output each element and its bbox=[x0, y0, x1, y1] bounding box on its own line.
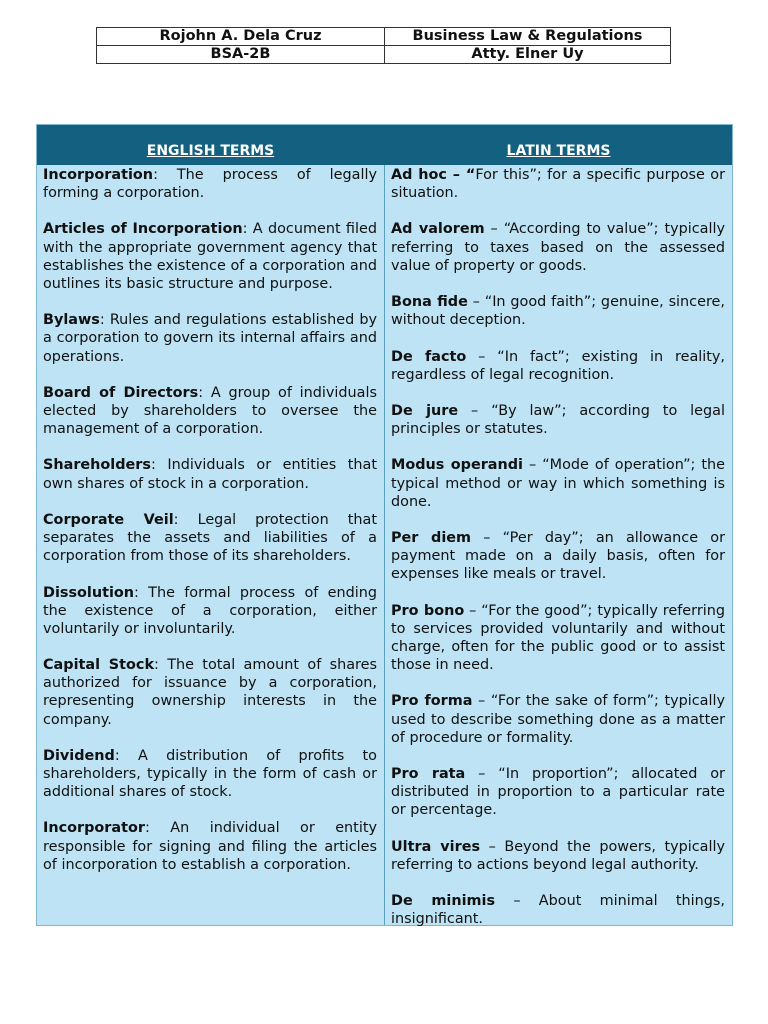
term-name: Incorporator bbox=[43, 820, 145, 837]
term-name: Ultra vires bbox=[391, 838, 481, 855]
term-separator: : bbox=[242, 221, 253, 238]
term-separator: : bbox=[154, 657, 168, 674]
latin-term-entry bbox=[391, 529, 725, 583]
term-name: Bona fide bbox=[391, 294, 468, 311]
term-name: De minimis bbox=[391, 893, 496, 910]
header-row-1 bbox=[97, 28, 671, 46]
term-name: Incorporation bbox=[43, 167, 154, 183]
latin-term-entry bbox=[391, 765, 725, 819]
term-name: Ad valorem bbox=[391, 221, 485, 238]
column-divider bbox=[384, 165, 385, 925]
term-definition: Legal protection that separates the assets and liabilities of a corporation from those of its shareholders. bbox=[43, 511, 377, 565]
term-separator: : bbox=[114, 747, 138, 764]
latin-terms-column bbox=[391, 166, 725, 947]
term-separator: – bbox=[472, 693, 491, 710]
term-separator: – bbox=[464, 602, 482, 619]
terms-table bbox=[36, 124, 733, 926]
subject-name: Business Law & Regulations bbox=[385, 28, 671, 46]
term-name: Pro rata bbox=[391, 766, 466, 783]
term-definition: “For the sake of form”; typically used to describe something done as a matter of procedure or formality. bbox=[391, 693, 725, 746]
term-definition: The formal process of ending the existence of a corporation, either voluntarily or involuntarily. bbox=[43, 584, 377, 637]
latin-term-entry bbox=[391, 348, 725, 384]
term-definition: “For the good”; typically referring to services provided voluntarily and without charge, often for the public good or to assist those in need. bbox=[391, 602, 725, 674]
english-term-entry bbox=[43, 384, 377, 438]
term-name: Corporate Veil bbox=[43, 511, 174, 528]
term-separator: – bbox=[467, 294, 485, 311]
latin-terms-header: LATIN TERMS bbox=[506, 143, 611, 159]
term-separator: – bbox=[480, 838, 505, 855]
term-separator: – bbox=[495, 893, 539, 910]
english-term-entry bbox=[43, 311, 377, 365]
english-terms-column bbox=[43, 166, 377, 892]
term-definition: “In good faith”; genuine, sincere, without deception. bbox=[391, 294, 725, 329]
latin-term-entry bbox=[391, 456, 725, 510]
term-name: Capital Stock bbox=[43, 657, 155, 674]
english-term-entry bbox=[43, 584, 377, 638]
term-name: Per diem bbox=[391, 530, 472, 547]
term-name: Pro bono bbox=[391, 602, 465, 619]
instructor-name: Atty. Elner Uy bbox=[385, 46, 671, 64]
term-name: Modus operandi bbox=[391, 457, 523, 474]
term-definition: The total amount of shares authorized for issuance by a corporation, representing ownership interests in the company. bbox=[43, 657, 377, 728]
term-definition: About minimal things, insignificant. bbox=[391, 893, 725, 928]
term-separator: – bbox=[471, 530, 503, 547]
term-separator: : bbox=[198, 384, 211, 401]
latin-term-entry bbox=[391, 220, 725, 274]
english-terms-header: ENGLISH TERMS bbox=[146, 143, 275, 159]
term-definition: Individuals or entities that own shares of stock in a corporation. bbox=[43, 457, 377, 492]
term-separator: : bbox=[173, 511, 198, 528]
english-term-entry bbox=[43, 456, 377, 492]
term-name: Dividend bbox=[43, 747, 115, 764]
term-definition: For this”; for a specific purpose or situation. bbox=[391, 167, 725, 202]
term-definition: “By law”; according to legal principles or statutes. bbox=[391, 402, 725, 438]
term-name: Dissolution bbox=[43, 584, 135, 601]
english-term-entry bbox=[43, 166, 377, 202]
term-name: Pro forma bbox=[391, 693, 473, 710]
latin-term-entry bbox=[391, 892, 725, 928]
term-name: De facto bbox=[391, 348, 467, 365]
term-definition: An individual or entity responsible for signing and filing the articles of incorporation to establish a corporation. bbox=[43, 820, 377, 873]
latin-term-entry bbox=[391, 602, 725, 675]
section-name: BSA-2B bbox=[97, 46, 385, 64]
header-table bbox=[96, 27, 671, 64]
term-definition: A distribution of profits to shareholders, typically in the form of cash or additional shares of stock. bbox=[43, 747, 377, 801]
term-separator: : bbox=[134, 584, 149, 601]
english-term-entry bbox=[43, 656, 377, 729]
term-separator: : bbox=[150, 457, 168, 474]
term-separator: : bbox=[99, 312, 110, 329]
latin-term-entry bbox=[391, 402, 725, 438]
term-separator: – bbox=[484, 221, 504, 238]
term-separator: – bbox=[523, 457, 543, 474]
term-name: Bylaws bbox=[43, 312, 100, 329]
english-term-entry bbox=[43, 511, 377, 565]
latin-term-entry bbox=[391, 293, 725, 329]
term-definition: Rules and regulations established by a corporation to govern its internal affairs and operations. bbox=[43, 312, 377, 365]
term-definition: A group of individuals elected by shareholders to oversee the management of a corporation. bbox=[43, 384, 377, 438]
english-term-entry bbox=[43, 747, 377, 801]
term-definition: “In fact”; existing in reality, regardless of legal recognition. bbox=[391, 348, 725, 383]
term-name: Ad hoc – “ bbox=[391, 167, 476, 183]
student-name: Rojohn A. Dela Cruz bbox=[97, 28, 385, 46]
latin-term-entry bbox=[391, 838, 725, 874]
term-definition: “Per day”; an allowance or payment made on a daily basis, often for expenses like meals or travel. bbox=[391, 530, 725, 583]
latin-term-entry bbox=[391, 166, 725, 202]
term-definition: “In proportion”; allocated or distributed in proportion to a particular rate or percentage. bbox=[391, 766, 725, 819]
english-term-entry bbox=[43, 220, 377, 293]
latin-term-entry bbox=[391, 692, 725, 746]
term-separator: – bbox=[465, 766, 499, 783]
term-name: Articles of Incorporation bbox=[43, 221, 243, 238]
term-separator: : bbox=[153, 167, 177, 183]
english-term-entry bbox=[43, 819, 377, 873]
header-row-2 bbox=[97, 46, 671, 64]
term-definition: Beyond the powers, typically referring to actions beyond legal authority. bbox=[391, 838, 725, 873]
term-name: Shareholders bbox=[43, 457, 151, 474]
term-definition: “According to value”; typically referring to taxes based on the assessed value of property or goods. bbox=[391, 221, 725, 274]
term-name: Board of Directors bbox=[43, 384, 199, 401]
term-definition: The process of legally forming a corporation. bbox=[43, 167, 377, 202]
term-separator: : bbox=[144, 820, 171, 837]
term-separator: – bbox=[466, 348, 498, 365]
term-name: De jure bbox=[391, 402, 459, 419]
term-definition: A document filed with the appropriate government agency that establishes the existence of a corporation and outlines its basic structure and purpose. bbox=[43, 221, 377, 292]
term-definition: “Mode of operation”; the typical method or way in which something is done. bbox=[391, 457, 725, 510]
term-separator: – bbox=[458, 402, 492, 419]
